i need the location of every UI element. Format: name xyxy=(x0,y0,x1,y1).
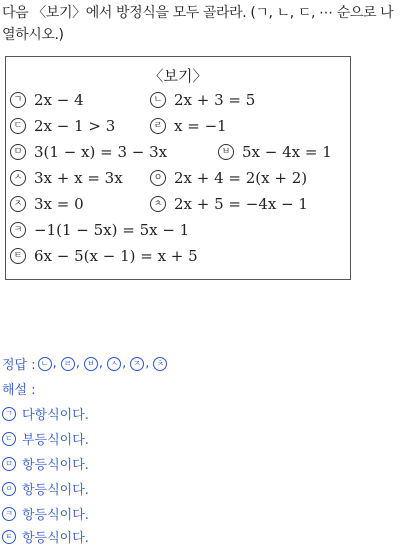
example-expression: 3x = 0 xyxy=(34,195,84,213)
circled-mark: ㅋ xyxy=(10,222,26,238)
question-text: 다음 〈보기〉에서 방정식을 모두 골라라. (ㄱ, ㄴ, ㄷ, ⋯ 순으로 나열하시오.) xyxy=(2,5,394,43)
example-expression: 6x − 5(x − 1) = x + 5 xyxy=(34,247,198,265)
example-expression: 2x + 5 = −4x − 1 xyxy=(174,195,308,213)
example-item xyxy=(218,143,332,161)
example-item xyxy=(150,117,227,135)
answer-label: 정답 : xyxy=(2,358,36,373)
circled-mark: ㄴ xyxy=(150,92,166,108)
example-item xyxy=(10,91,84,109)
explanation-mark: ㄱ xyxy=(2,407,16,421)
circled-mark: ㅂ xyxy=(218,144,234,160)
example-expression: 2x − 1 > 3 xyxy=(34,117,116,135)
explanation-text: 항등식이다. xyxy=(22,458,89,473)
explanation-title: 해설 : xyxy=(2,383,36,398)
circled-mark: ㅈ xyxy=(10,196,26,212)
explanation-line xyxy=(2,527,89,546)
answer-mark: ㅈ xyxy=(130,357,144,371)
answer-mark: ㅅ xyxy=(107,357,121,371)
example-item xyxy=(150,91,255,109)
example-expression: x = −1 xyxy=(174,117,227,135)
explanation-mark: ㅁ xyxy=(2,457,16,471)
example-expression: 5x − 4x = 1 xyxy=(242,143,332,161)
example-box xyxy=(5,56,351,280)
explanation-line xyxy=(2,404,89,423)
circled-mark: ㅊ xyxy=(150,196,166,212)
example-item xyxy=(150,169,307,187)
explanation-line xyxy=(2,479,89,498)
explanation-text: 항등식이다. xyxy=(22,531,89,546)
answer-mark: ㅊ xyxy=(153,357,167,371)
circled-mark: ㅇ xyxy=(150,170,166,186)
explanation-line xyxy=(2,429,89,448)
answer-line: 정답 : ㄴ , ㄹ , ㅂ , ㅅ , ㅈ , ㅊ xyxy=(2,354,168,373)
answer-mark: ㄹ xyxy=(61,357,75,371)
example-expression: 2x + 4 = 2(x + 2) xyxy=(174,169,308,187)
example-expression: 2x − 4 xyxy=(34,91,84,109)
example-item xyxy=(10,169,123,187)
example-expression: 2x + 3 = 5 xyxy=(174,91,256,109)
example-box-title: 〈보기〉 xyxy=(148,67,208,85)
explanation-text: 다항식이다. xyxy=(22,408,89,423)
example-expression: −1(1 − 5x) = 5x − 1 xyxy=(34,221,190,239)
example-item xyxy=(10,247,198,265)
explanation-line xyxy=(2,454,89,473)
explanation-text: 부등식이다. xyxy=(22,433,89,448)
explanation-text: 항등식이다. xyxy=(22,483,89,498)
example-item xyxy=(10,195,84,213)
example-expression: 3x + x = 3x xyxy=(34,169,123,187)
explanation-text: 항등식이다. xyxy=(22,508,89,523)
answer-mark: ㅂ xyxy=(84,357,98,371)
circled-mark: ㄱ xyxy=(10,92,26,108)
example-item xyxy=(10,143,167,161)
circled-mark: ㅌ xyxy=(10,248,26,264)
example-item xyxy=(150,195,308,213)
example-item xyxy=(10,117,115,135)
explanation-mark: ㅌ xyxy=(2,530,16,544)
explanation-mark: ㄷ xyxy=(2,432,16,446)
example-item xyxy=(10,221,189,239)
explanation-line xyxy=(2,504,89,523)
circled-mark: ㅅ xyxy=(10,170,26,186)
answer-mark: ㄴ xyxy=(38,357,52,371)
circled-mark: ㅁ xyxy=(10,144,26,160)
example-expression: 3(1 − x) = 3 − 3x xyxy=(34,143,168,161)
explanation-mark: ㅋ xyxy=(2,507,16,521)
circled-mark: ㄷ xyxy=(10,118,26,134)
explanation-mark: ㅇ xyxy=(2,482,16,496)
circled-mark: ㄹ xyxy=(150,118,166,134)
